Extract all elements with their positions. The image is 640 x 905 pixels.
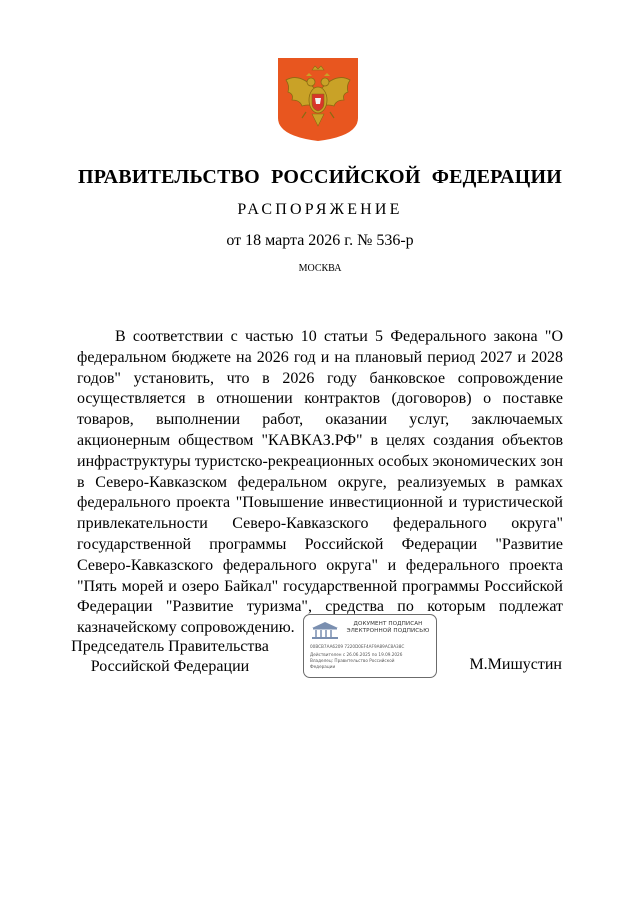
stamp-owner: Владелец: Правительство Российской Федерации xyxy=(310,658,395,669)
state-emblem xyxy=(276,56,360,142)
stamp-title: ДОКУМЕНТ ПОДПИСАН ЭЛЕКТРОННОЙ ПОДПИСЬЮ xyxy=(346,621,430,634)
government-title: ПРАВИТЕЛЬСТВО РОССИЙСКОЙ ФЕДЕРАЦИИ xyxy=(78,166,562,188)
signer-name: М.Мишустин xyxy=(469,656,562,673)
stamp-validity: Действителен с 26.06.2025 по 19.09.2026 xyxy=(310,652,403,657)
electronic-signature-stamp xyxy=(303,614,437,678)
government-building-icon xyxy=(310,620,340,640)
signer-position: Председатель Правительства Российской Федерации xyxy=(71,638,269,675)
document-date-number: от 18 марта 2026 г. № 536-р xyxy=(226,232,414,249)
order-paragraph: В соответствии с частью 10 статьи 5 Федерального закона "О федеральном бюджете на 2026 год и на плановый период 2027 и 2028 годов" установить, что в 2026 году банковское сопровождение осуществляется в отношении контрактов (договоров) о поставке товаров, выполнении работ, оказании услуг, заключаемых акционерным обществом "КАВКАЗ.РФ" в целях создания объектов инфраструктуры туристско-рекреационных особых экономических зон в Северо-Кавказском федеральном округе, реализуемых в рамках федерального проекта "Повышение инвестиционной и туристической привлекательности Северо-Кавказского федерального округа" государственной программы Российской Федерации "Развитие Северо-Кавказского федерального округа" и федерального проекта "Пять морей и озеро Байкал" государственной программы Российской Федерации "Развитие туризма", средства по которым подлежат казначейскому сопровождению. xyxy=(77,328,563,637)
russian-coat-of-arms-icon xyxy=(276,56,360,142)
stamp-serial: 00BCB7AA6209 7220D0EF4AF9A89AC8A38C xyxy=(310,644,405,649)
document-type: РАСПОРЯЖЕНИЕ xyxy=(237,201,403,218)
document-place: МОСКВА xyxy=(298,263,342,274)
